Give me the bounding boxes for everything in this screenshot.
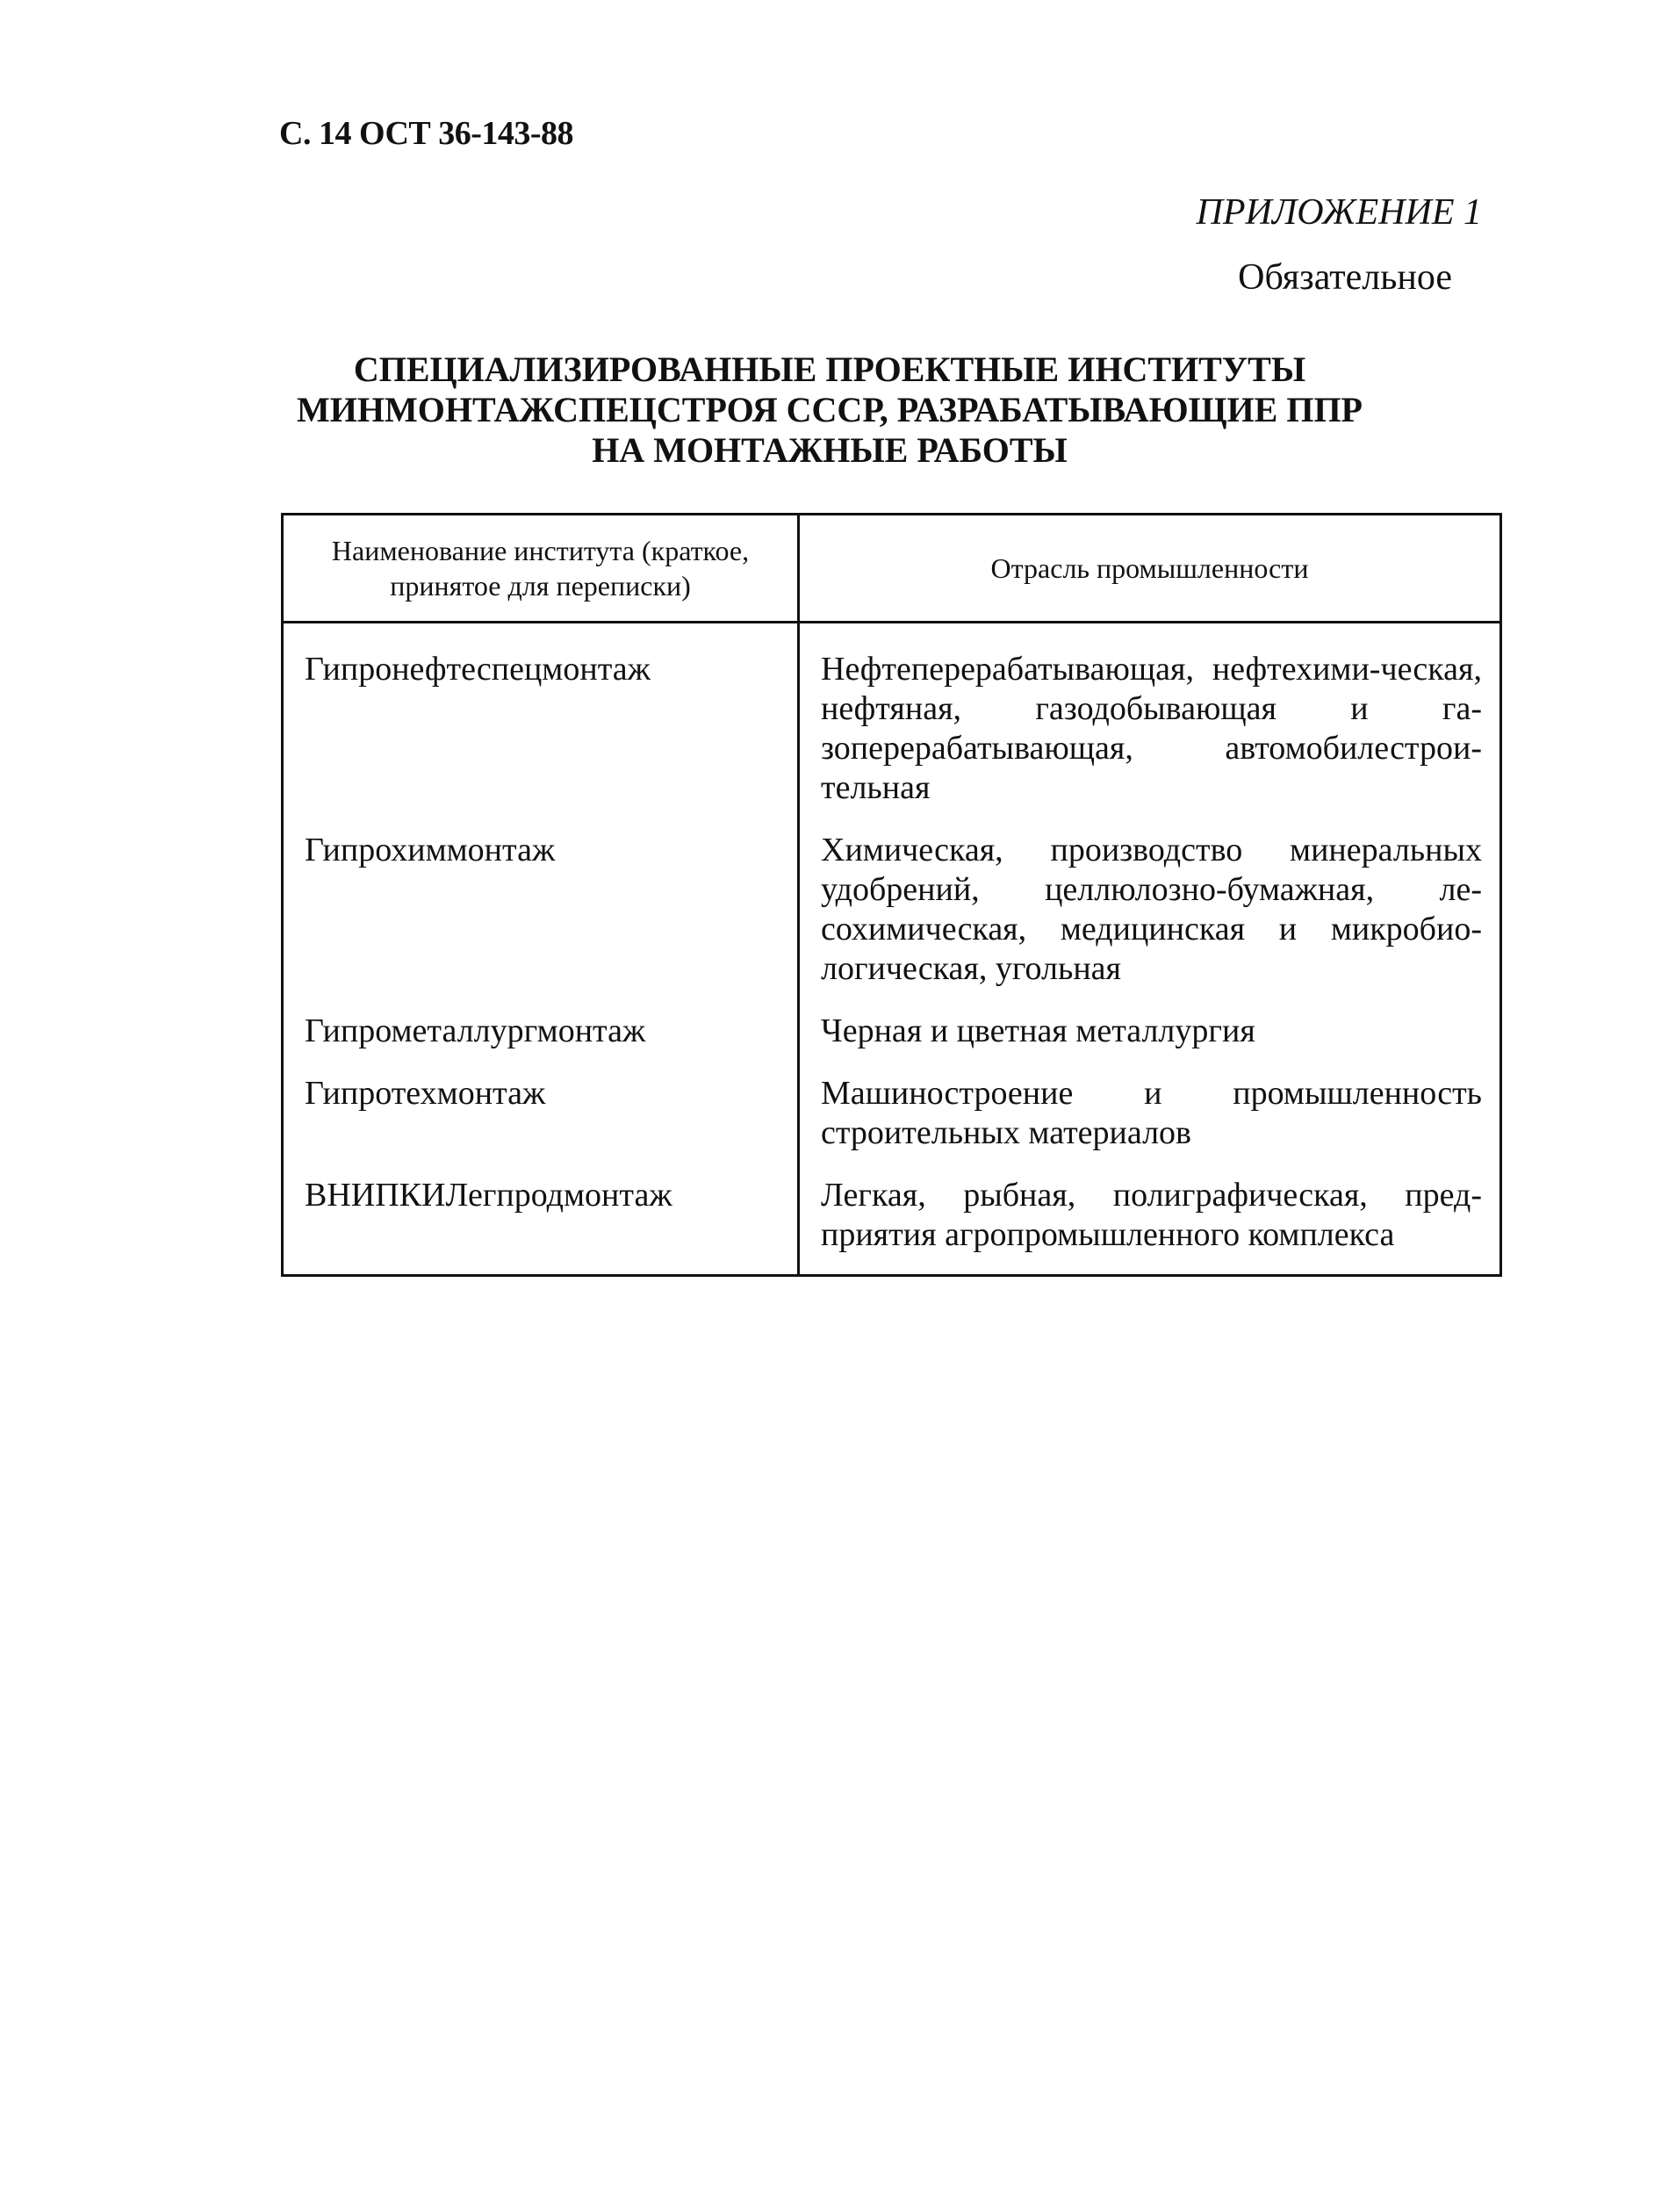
industry-cell: Машиностроение и промышленность строительных материалов xyxy=(799,1056,1501,1158)
page-header: С. 14 ОСТ 36-143-88 xyxy=(279,115,574,152)
column-header-institute-name xyxy=(283,515,799,623)
title-line: МИНМОНТАЖСПЕЦСТРОЯ СССР, РАЗРАБАТЫВАЮЩИЕ ППР xyxy=(297,390,1363,429)
appendix-status: Обязательное xyxy=(1238,257,1452,298)
institute-name-cell: Гипрометаллургмонтаж xyxy=(283,994,799,1056)
table-row xyxy=(283,994,1501,1056)
industry-cell: Черная и цветная металлургия xyxy=(799,994,1501,1056)
industry-cell: Химическая, производство минеральных удобрений, целлюлозно-бумажная, ле-сохимическая, медицинская и микробио-логическая, угольная xyxy=(799,813,1501,994)
table-row xyxy=(283,1056,1501,1158)
column-header-industry: Отрасль промышленности xyxy=(799,515,1501,623)
table-row xyxy=(283,813,1501,994)
title-line: СПЕЦИАЛИЗИРОВАННЫЕ ПРОЕКТНЫЕ ИНСТИТУТЫ xyxy=(353,349,1306,389)
institutes-table xyxy=(281,513,1502,1277)
institute-name-cell: Гипрохиммонтаж xyxy=(283,813,799,994)
institute-name-cell: ВНИПКИЛегпродмонтаж xyxy=(283,1158,799,1276)
table-row xyxy=(283,623,1501,814)
industry-cell: Легкая, рыбная, полиграфическая, пред-приятия агропромышленного комплекса xyxy=(799,1158,1501,1276)
institute-name-cell: Гипротехмонтаж xyxy=(283,1056,799,1158)
title-line: НА МОНТАЖНЫЕ РАБОТЫ xyxy=(592,430,1068,470)
header-line: Наименование института (краткое, xyxy=(331,535,750,566)
header-line: принятое для переписки) xyxy=(390,570,691,602)
appendix-label: ПРИЛОЖЕНИЕ 1 xyxy=(1196,192,1482,233)
table-row xyxy=(283,1158,1501,1276)
industry-cell: Нефтеперерабатывающая, нефтехими-ческая, нефтяная, газодобывающая и га-зоперерабатывающая, автомобилестрои-тельная xyxy=(799,623,1501,814)
document-title xyxy=(281,349,1378,471)
institute-name-cell: Гипронефтеспецмонтаж xyxy=(283,623,799,814)
table-header-row xyxy=(283,515,1501,623)
